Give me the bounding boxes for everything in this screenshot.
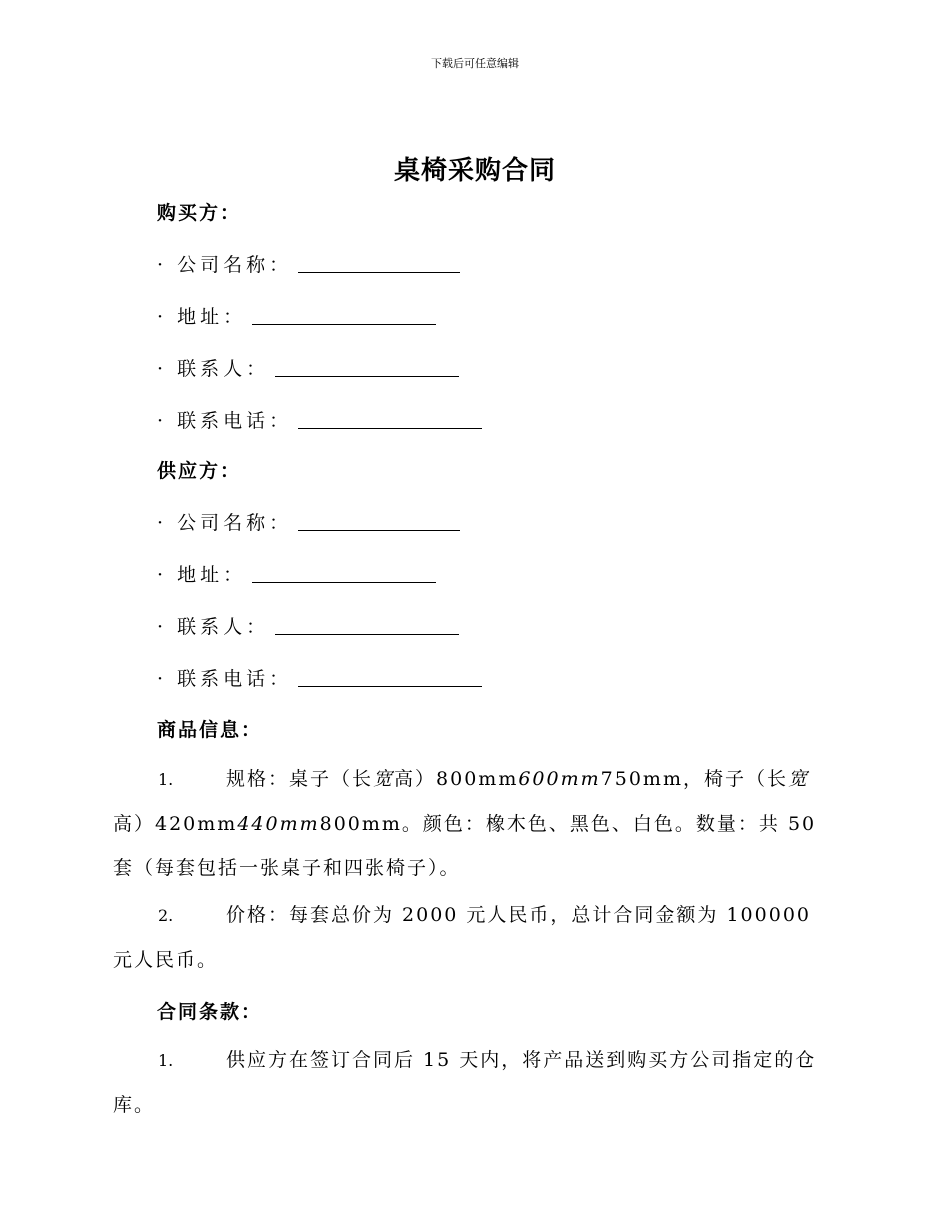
buyer-phone-blank[interactable] xyxy=(298,427,482,429)
supplier-company-blank[interactable] xyxy=(298,529,460,531)
supplier-phone-field xyxy=(157,664,482,691)
supplier-address-blank[interactable] xyxy=(252,581,436,583)
goods-price-text: 价格：每套总价为 2000 元人民币，总计合同金额为 100000 元人民币。 xyxy=(113,904,812,971)
goods-spec-text: 规格：桌子（长 xyxy=(226,768,374,790)
terms-heading: 合同条款： xyxy=(157,1001,263,1023)
buyer-contact-label: · 联系人： xyxy=(157,358,270,380)
goods-spec-text: 750mm，椅子（长 xyxy=(600,768,788,790)
buyer-address-field xyxy=(157,302,436,329)
supplier-contact-label: · 联系人： xyxy=(157,616,270,638)
supplier-address-field xyxy=(157,560,436,587)
buyer-contact-field xyxy=(157,354,459,381)
supplier-heading: 供应方： xyxy=(157,460,242,482)
header-note: 下载后可任意编辑 xyxy=(431,57,519,70)
list-number: 1. xyxy=(158,770,174,789)
buyer-phone-label: · 联系电话： xyxy=(157,410,293,432)
buyer-heading: 购买方： xyxy=(157,202,242,224)
buyer-phone-field xyxy=(157,406,482,433)
buyer-address-blank[interactable] xyxy=(252,323,436,325)
buyer-company-label: · 公司名称： xyxy=(157,254,293,276)
buyer-contact-blank[interactable] xyxy=(275,375,459,377)
goods-item-1 xyxy=(113,757,838,890)
supplier-phone-blank[interactable] xyxy=(298,685,482,687)
supplier-company-field xyxy=(157,508,460,535)
goods-spec-text: 宽 xyxy=(787,768,809,790)
supplier-address-label: · 地址： xyxy=(157,564,247,586)
terms-delivery-text: 供应方在签订合同后 15 天内，将产品送到购买方公司指定的仓库。 xyxy=(113,1049,817,1116)
goods-spec-text: 440mm xyxy=(237,813,320,835)
goods-heading: 商品信息： xyxy=(157,719,263,741)
supplier-company-label: · 公司名称： xyxy=(157,512,293,534)
goods-spec-text: 高）800mm xyxy=(394,768,519,790)
supplier-phone-label: · 联系电话： xyxy=(157,668,293,690)
supplier-contact-blank[interactable] xyxy=(275,633,459,635)
terms-item-1 xyxy=(113,1038,838,1127)
goods-spec-text: 800mm。颜色：橡木色、黑色、白色。数量：共 50 套（每套包括一张桌子和四张椅子）。 xyxy=(113,813,817,879)
buyer-company-blank[interactable] xyxy=(298,271,460,273)
list-number: 2. xyxy=(158,906,174,925)
goods-item-2 xyxy=(113,893,838,982)
goods-spec-text: 高）420mm xyxy=(113,813,238,835)
supplier-contact-field xyxy=(157,612,459,639)
list-number: 1. xyxy=(158,1051,174,1070)
goods-spec-text: 宽 xyxy=(373,768,395,790)
buyer-address-label: · 地址： xyxy=(157,306,247,328)
document-title: 桌椅采购合同 xyxy=(393,156,556,186)
goods-spec-text: 600mm xyxy=(518,768,601,790)
buyer-company-field xyxy=(157,250,460,277)
